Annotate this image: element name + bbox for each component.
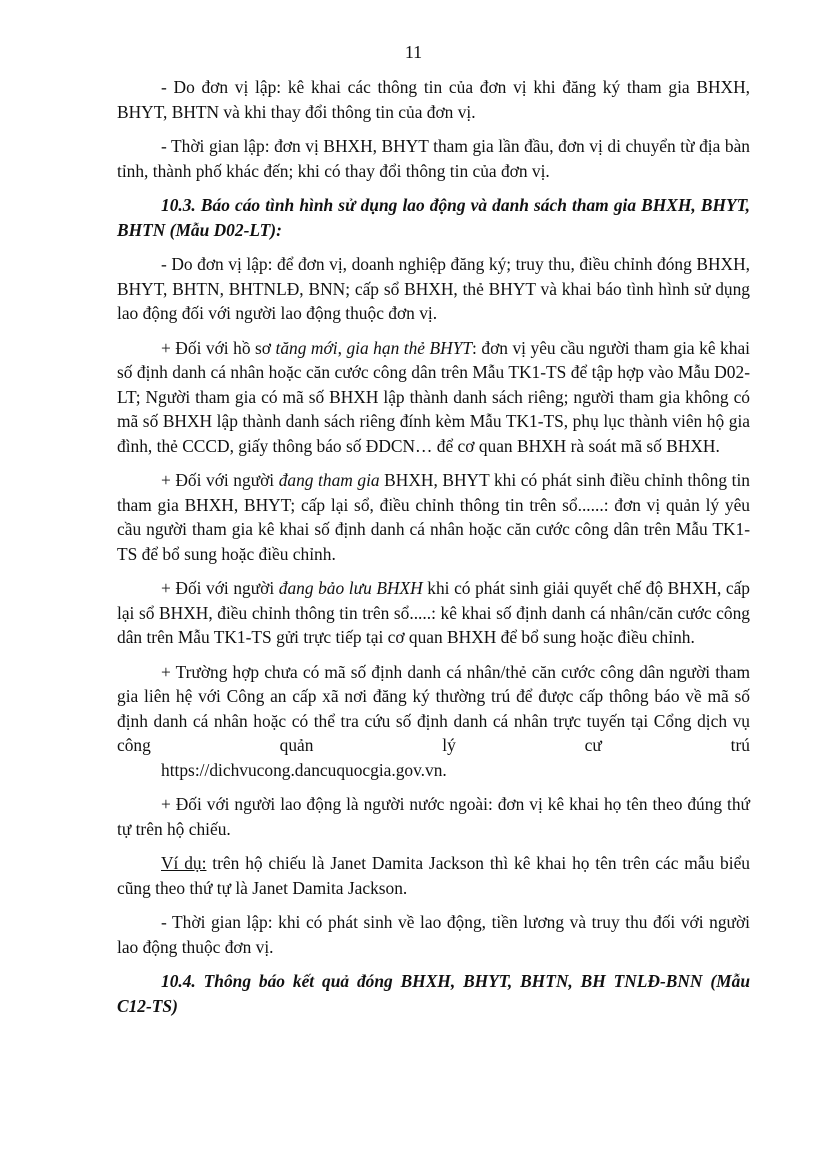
paragraph-new-registration: + Đối với hồ sơ tăng mới, gia hạn thẻ BHYT: đơn vị yêu cầu người tham gia kê khai số định danh cá nhân hoặc căn cước công dân trên Mẫu TK1-TS để tập hợp vào Mẫu D02-LT; Người tham gia có mã số BHXH lập thành danh sách riêng; người tham gia không có mã số BHXH lập thành danh sách riêng đính kèm Mẫu TK1-TS, phụ lục thành viên hộ gia đình, thẻ CCCD, giấy thông báo số ĐDCN… để cơ quan BHXH rà soát mã số BHXH. — [117, 337, 750, 456]
example-label: Ví dụ: — [161, 853, 207, 873]
paragraph-unit-preparer: - Do đơn vị lập: kê khai các thông tin của đơn vị khi đăng ký tham gia BHXH, BHYT, BHTN và khi thay đổi thông tin của đơn vị. — [117, 77, 750, 122]
paragraph-d02-time: - Thời gian lập: khi có phát sinh về lao động, tiền lương và truy thu đối với người lao động thuộc đơn vị. — [117, 912, 750, 957]
paragraph-foreign-worker: + Đối với người lao động là người nước ngoài: đơn vị kê khai họ tên theo đúng thứ tự trên hộ chiếu. — [117, 794, 750, 839]
section-heading-10-3: 10.3. Báo cáo tình hình sử dụng lao động và danh sách tham gia BHXH, BHYT, BHTN (Mẫu D02-LT): — [117, 195, 750, 240]
paragraph-currently-participating: + Đối với người đang tham gia BHXH, BHYT khi có phát sinh điều chỉnh thông tin tham gia BHXH, BHYT; cấp lại sổ, điều chỉnh thông tin trên sổ......: đơn vị quản lý yêu cầu người tham gia kê khai số định danh cá nhân hoặc căn cước công dân trên Mẫu TK1-TS để bổ sung hoặc điều chỉnh. — [117, 470, 750, 564]
paragraph-preparation-time: - Thời gian lập: đơn vị BHXH, BHYT tham gia lần đầu, đơn vị di chuyển từ địa bàn tỉnh, thành phố khác đến; khi có thay đổi thông tin của đơn vị. — [117, 136, 750, 181]
paragraph-no-identifier: + Trường hợp chưa có mã số định danh cá nhân/thẻ căn cước công dân người tham gia liên hệ với Công an cấp xã nơi đăng ký thường trú để được cấp thông báo về mã số định danh cá nhân hoặc có thể tra cứu số định danh cá nhân trực tuyến tại Cổng dịch vụ công quản lý cư trú https://dichvucong.dancuquocgia.gov.vn. — [117, 660, 750, 783]
section-heading-10-4: 10.4. Thông báo kết quả đóng BHXH, BHYT, BHTN, BH TNLĐ-BNN (Mẫu C12-TS) — [117, 971, 750, 1016]
page-number: 11 — [404, 42, 423, 62]
paragraph-d02-preparer: - Do đơn vị lập: để đơn vị, doanh nghiệp đăng ký; truy thu, điều chỉnh đóng BHXH, BHYT, BHTN, BHTNLĐ, BNN; cấp sổ BHXH, thẻ BHYT và khai báo tình hình sử dụng lao động đối với người lao động thuộc đơn vị. — [117, 254, 750, 323]
paragraph-example: Ví dụ: trên hộ chiếu là Janet Damita Jackson thì kê khai họ tên trên các mẫu biểu cũng theo thứ tự là Janet Damita Jackson. — [117, 853, 750, 898]
portal-url: https://dichvucong.dancuquocgia.gov.vn. — [161, 759, 447, 780]
document-body — [117, 75, 750, 1028]
paragraph-reserved-bhxh: + Đối với người đang bảo lưu BHXH khi có phát sinh giải quyết chế độ BHXH, cấp lại sổ BHXH, điều chỉnh thông tin trên sổ.....: kê khai số định danh cá nhân/căn cước công dân trên Mẫu TK1-TS gửi trực tiếp tại cơ quan BHXH để bổ sung hoặc điều chỉnh. — [117, 578, 750, 647]
